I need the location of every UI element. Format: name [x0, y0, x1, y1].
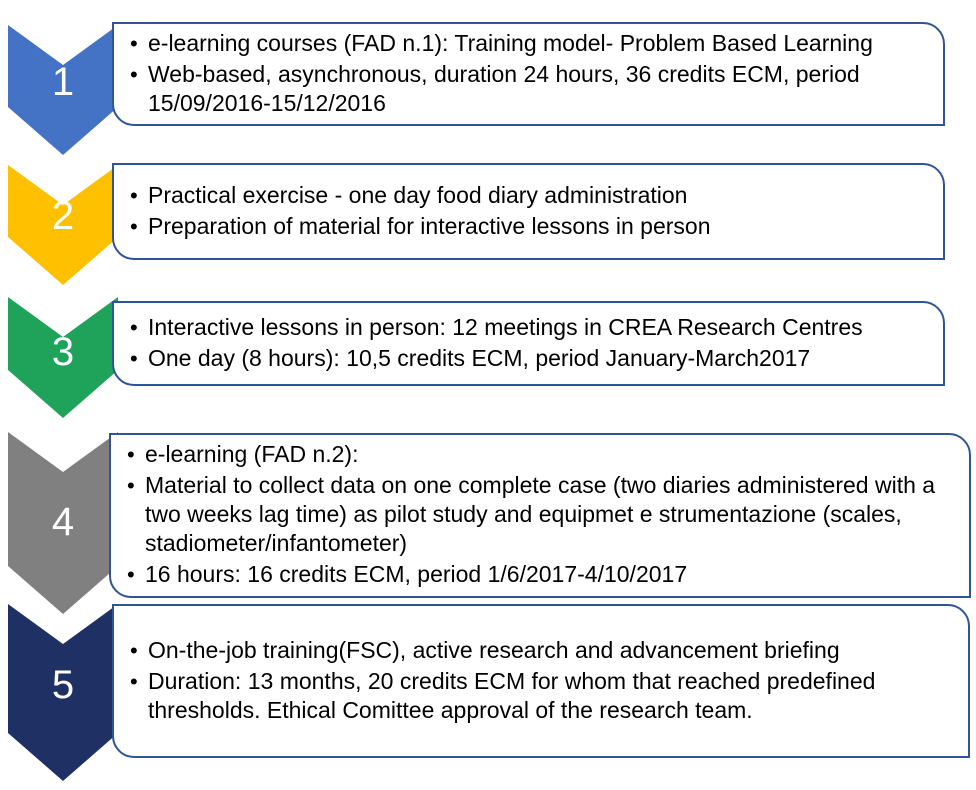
step-2-box [112, 163, 945, 260]
step-1-number: 1 [51, 60, 75, 104]
step-1-bullet: • Web-based, asynchronous, duration 24 hours, 36 credits ECM, period 15/09/2016-15/12/2016 [130, 60, 931, 118]
step-1-bullet-list [130, 29, 931, 118]
step-3-number: 3 [51, 330, 75, 374]
step-3-bullet: • Interactive lessons in person: 12 meetings in CREA Research Centres [130, 313, 931, 342]
step-3-bullet: • One day (8 hours): 10,5 credits ECM, period January-March2017 [130, 344, 931, 373]
step-2-bullet: • Practical exercise - one day food diary administration [130, 181, 931, 210]
step-5-bullet: • Duration: 13 months, 20 credits ECM for whom that reached predefined thresholds. Ethical Comittee approval of the research team. [130, 667, 956, 725]
step-5-bullet-list [130, 636, 956, 725]
step-1-box [112, 22, 945, 126]
step-4-bullet: • 16 hours: 16 credits ECM, period 1/6/2017-4/10/2017 [127, 560, 957, 589]
step-1-bullet: • e-learning courses (FAD n.1): Training model- Problem Based Learning [130, 29, 931, 58]
step-5-bullet: • On-the-job training(FSC), active research and advancement briefing [130, 636, 956, 665]
step-4-box [109, 433, 971, 598]
step-4-bullet-list [127, 440, 957, 589]
step-4-bullet: • Material to collect data on one complete case (two diaries administered with a two weeks lag time) as pilot study and equipmet e strumentazione (scales, stadiometer/infantometer) [127, 471, 957, 558]
step-4-number: 4 [51, 500, 75, 544]
step-2-number: 2 [51, 194, 75, 238]
step-5-box [112, 604, 970, 758]
step-2-bullet-list [130, 181, 931, 241]
step-2-bullet: • Preparation of material for interactive lessons in person [130, 212, 931, 241]
step-5-number: 5 [51, 663, 75, 707]
step-4-bullet: • e-learning (FAD n.2): [127, 440, 957, 469]
step-3-box [112, 301, 945, 386]
step-3-bullet-list [130, 313, 931, 373]
